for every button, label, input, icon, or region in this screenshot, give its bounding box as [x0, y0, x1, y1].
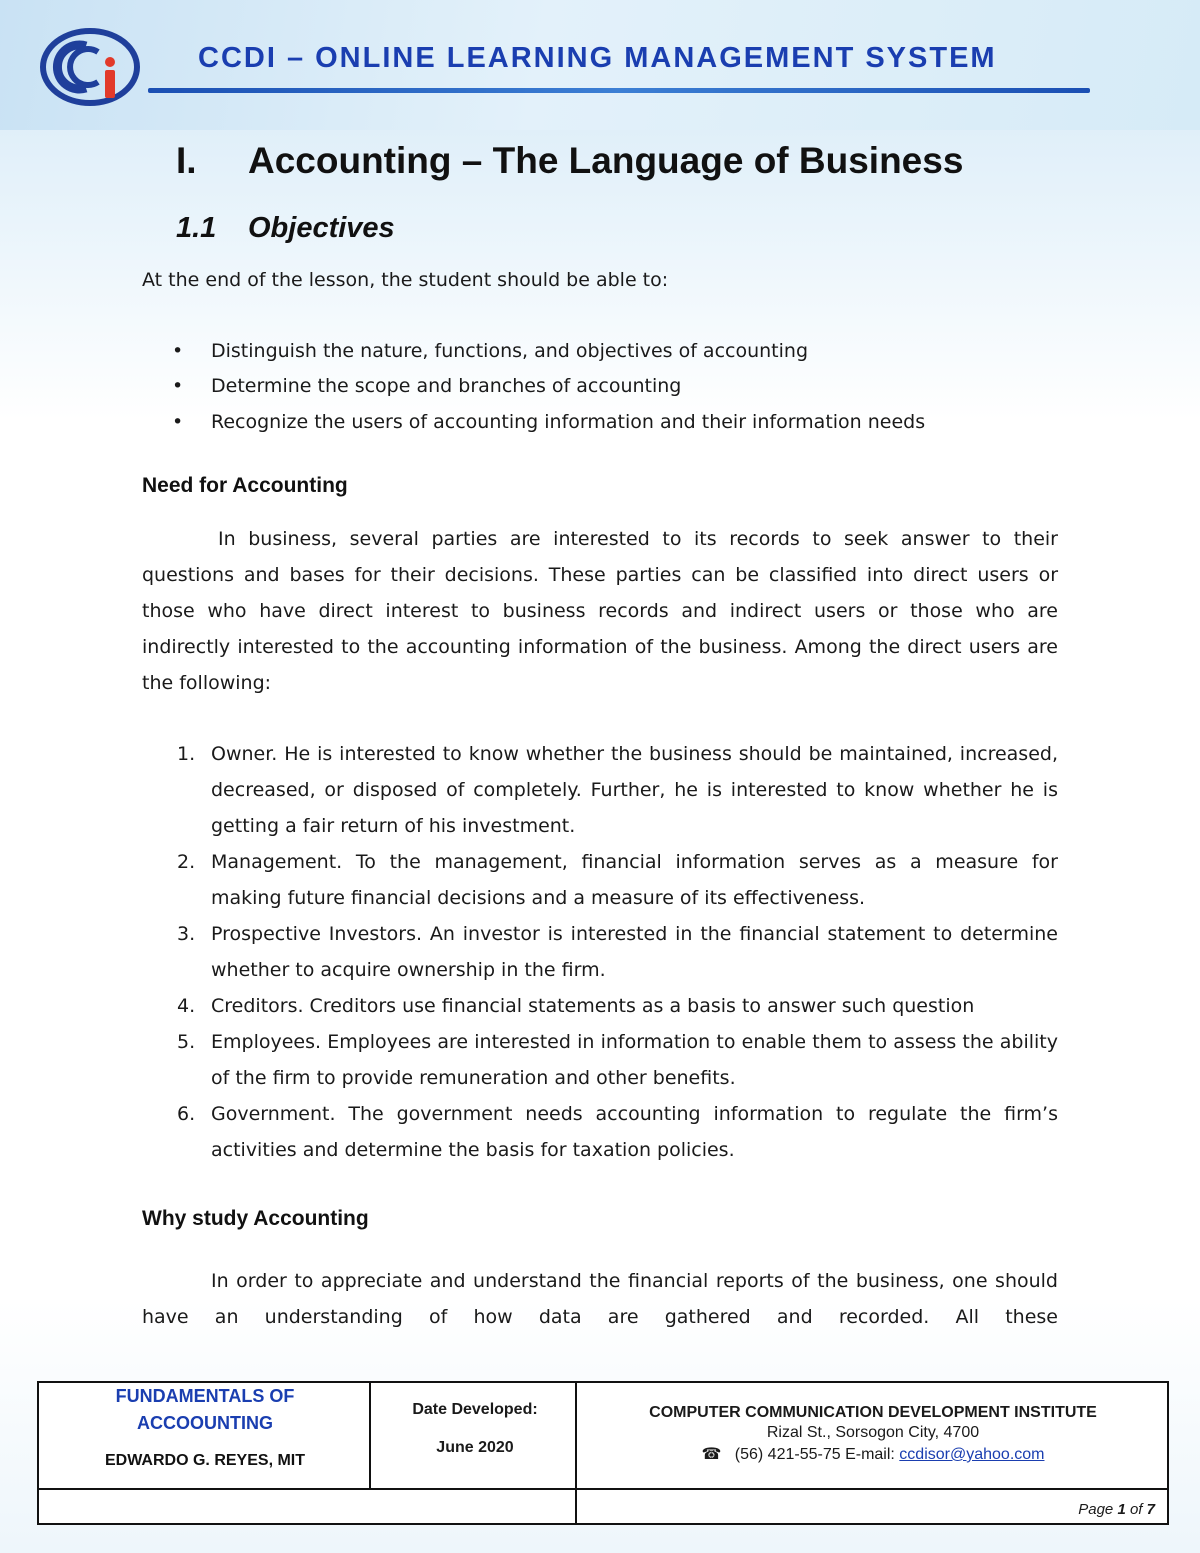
list-item-text: Government. The government needs accounting information to regulate the firm’s activities and determine the basis for taxation policies. [211, 1103, 1058, 1161]
need-heading: Need for Accounting [142, 474, 348, 497]
list-number: 6. [177, 1103, 196, 1125]
institute-address: Rizal St., Sorsogon City, 4700 [766, 1424, 980, 1441]
divider [575, 1383, 577, 1525]
chapter-heading [176, 140, 963, 182]
date-value: June 2020 [436, 1439, 514, 1456]
ccdi-logo [40, 28, 140, 106]
list-number: 3. [177, 923, 196, 945]
objective-item: Distinguish the nature, functions, and objectives of accounting [211, 340, 809, 362]
footer-institute-cell [579, 1383, 1167, 1490]
list-item-text: Management. To the management, financial information serves as a measure for making future financial decisions and a measure of its effectiveness. [211, 851, 1058, 909]
header-rule [148, 88, 1090, 93]
section-number: 1.1 [176, 212, 217, 244]
chapter-title: Accounting – The Language of Business [248, 140, 964, 181]
footer-course-cell [39, 1383, 371, 1490]
footer-table [37, 1381, 1169, 1525]
page-prefix: Page [1078, 1501, 1114, 1518]
list-item-text: Owner. He is interested to know whether the business should be maintained, increased, decreased, or disposed of completely. Further, he is interested to know whether he is getting a fair return of his investment. [211, 743, 1058, 837]
list-number: 1. [177, 743, 196, 765]
date-label: Date Developed: [412, 1401, 538, 1418]
objective-item: Determine the scope and branches of accounting [211, 375, 682, 397]
list-item [142, 844, 1058, 916]
why-heading: Why study Accounting [142, 1207, 369, 1230]
footer-date-cell [373, 1383, 577, 1490]
list-item [142, 736, 1058, 844]
divider [369, 1383, 371, 1490]
section-title: Objectives [248, 212, 395, 244]
author-name: EDWARDO G. REYES, MIT [104, 1452, 305, 1469]
list-number: 4. [177, 995, 196, 1017]
need-paragraph: In business, several parties are interested to its records to seek answer to their questions and bases for their decisions. These parties can be classified into direct users or those who have direct interest to business records and indirect users or those who are indirectly interested to the accounting information of the business. Among the direct users are the following: [142, 528, 1058, 694]
list-number: 5. [177, 1031, 196, 1053]
list-item-text: Creditors. Creditors use financial statements as a basis to answer such question [211, 995, 975, 1017]
institute-contact [579, 1444, 1167, 1464]
objectives-intro: At the end of the lesson, the student should be able to: [142, 269, 669, 291]
section-heading [176, 212, 395, 245]
header-title: CCDI – ONLINE LEARNING MANAGEMENT SYSTEM [198, 42, 997, 74]
why-paragraph: In order to appreciate and understand the financial reports of the business, one should have an understanding of how data are gathered and recorded. All these [142, 1270, 1058, 1328]
page-current: 1 [1117, 1501, 1126, 1518]
course-title-line1: FUNDAMENTALS OF [115, 1386, 295, 1406]
phone-number: (56) 421-55-75 E-mail: [734, 1446, 900, 1463]
list-item [142, 916, 1058, 988]
direct-users-list [142, 736, 1058, 1168]
institute-name: COMPUTER COMMUNICATION DEVELOPMENT INSTITUTE [649, 1404, 1097, 1421]
list-item [142, 1024, 1058, 1096]
list-item-text: Employees. Employees are interested in information to enable them to assess the ability of the firm to provide remuneration and other benefits. [211, 1031, 1058, 1089]
list-item [142, 988, 1058, 1024]
list-item [142, 1096, 1058, 1168]
page-indicator [1078, 1501, 1155, 1518]
page-of: of [1129, 1501, 1143, 1518]
chapter-number: I. [176, 140, 197, 181]
phone-icon: ☎ [701, 1446, 722, 1463]
list-item-text: Prospective Investors. An investor is interested in the financial statement to determine whether to acquire ownership in the firm. [211, 923, 1058, 981]
bullet-icon: • [172, 340, 184, 362]
course-title-line2: ACCOOUNTING [137, 1413, 273, 1433]
page-total: 7 [1146, 1501, 1155, 1518]
bullet-icon: • [172, 375, 184, 397]
email-link[interactable]: ccdisor@yahoo.com [899, 1446, 1045, 1463]
bullet-icon: • [172, 411, 184, 433]
list-number: 2. [177, 851, 196, 873]
objective-item: Recognize the users of accounting information and their information needs [211, 411, 926, 433]
divider [39, 1488, 1167, 1490]
